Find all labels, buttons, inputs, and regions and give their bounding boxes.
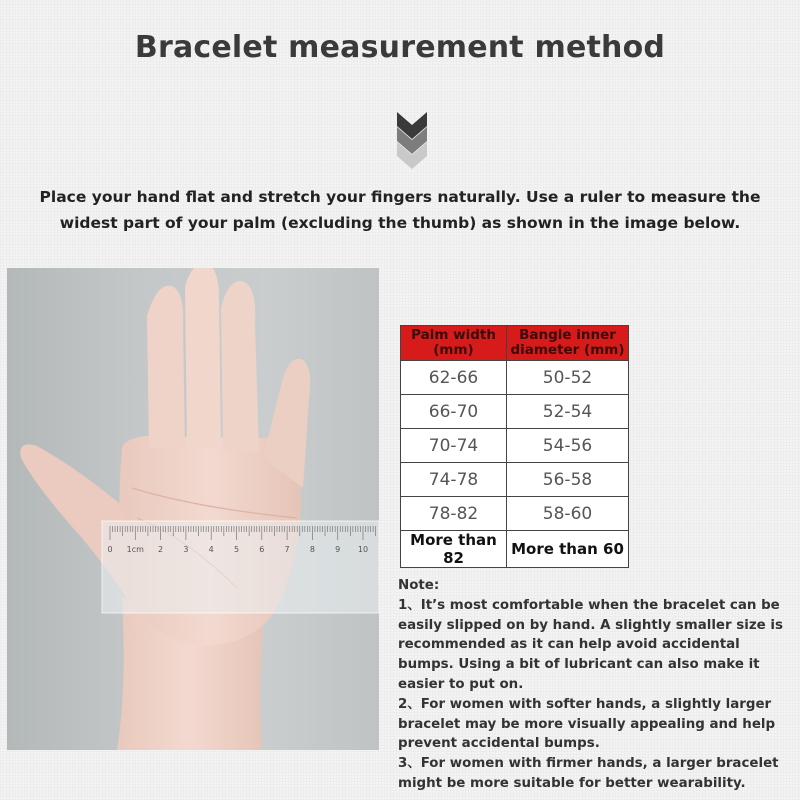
bangle-diameter-cell: 56-58 [507, 463, 629, 497]
bangle-diameter-cell: 58-60 [507, 497, 629, 531]
table-row [401, 395, 629, 429]
bangle-diameter-cell: More than 60 [507, 531, 629, 568]
ruler-label: 7 [284, 545, 290, 554]
column-header-bangle-diameter: Bangle inner diameter (mm) [507, 326, 629, 361]
ruler-label: 1cm [126, 545, 144, 554]
size-chart-table [400, 325, 629, 568]
palm-width-cell: 62-66 [401, 361, 507, 395]
table-row [401, 531, 629, 568]
ruler-label: 10 [357, 545, 369, 554]
notes-heading: Note: [398, 578, 440, 593]
note-item: 1、It’s most comfortable when the bracelet can be easily slipped on by hand. A slightly smaller size is recommended as it can help avoid accidental bumps. Using a bit of lubricant can also make it easier to put on. [398, 597, 783, 692]
table-header-row [401, 326, 629, 361]
ruler-label: 8 [309, 545, 315, 554]
table-row [401, 361, 629, 395]
instructions-text: Place your hand flat and stretch your fingers naturally. Use a ruler to measure the widest part of your palm (excluding the thumb) as shown in the image below. [39, 188, 761, 232]
notes-section [398, 576, 793, 794]
ruler-label: 5 [233, 545, 240, 554]
bangle-diameter-cell: 50-52 [507, 361, 629, 395]
palm-width-cell: 74-78 [401, 463, 507, 497]
note-item: 2、For women with softer hands, a slightly larger bracelet may be more visually appealing and help prevent accidental bumps. [398, 696, 776, 752]
ruler-label: 4 [208, 545, 214, 554]
ruler-label: 6 [259, 545, 265, 554]
hand-measurement-photo [7, 268, 379, 750]
palm-width-cell: 78-82 [401, 497, 507, 531]
column-header-palm-width: Palm width (mm) [401, 326, 507, 361]
palm-width-cell: 70-74 [401, 429, 507, 463]
ruler-label: 2 [158, 545, 164, 554]
note-item: 3、For women with firmer hands, a larger bracelet might be more suitable for better wearability. [398, 756, 779, 791]
palm-width-cell: 66-70 [401, 395, 507, 429]
table-row [401, 429, 629, 463]
ruler-label: 0 [107, 545, 113, 554]
bangle-diameter-cell: 52-54 [507, 395, 629, 429]
table-row [401, 463, 629, 497]
triple-chevron-down-icon [395, 110, 429, 170]
ruler-label: 3 [183, 545, 189, 554]
bangle-diameter-cell: 54-56 [507, 429, 629, 463]
ruler-label: 9 [335, 545, 341, 554]
palm-width-cell: More than 82 [401, 531, 507, 568]
page-title: Bracelet measurement method [134, 30, 666, 65]
table-row [401, 497, 629, 531]
